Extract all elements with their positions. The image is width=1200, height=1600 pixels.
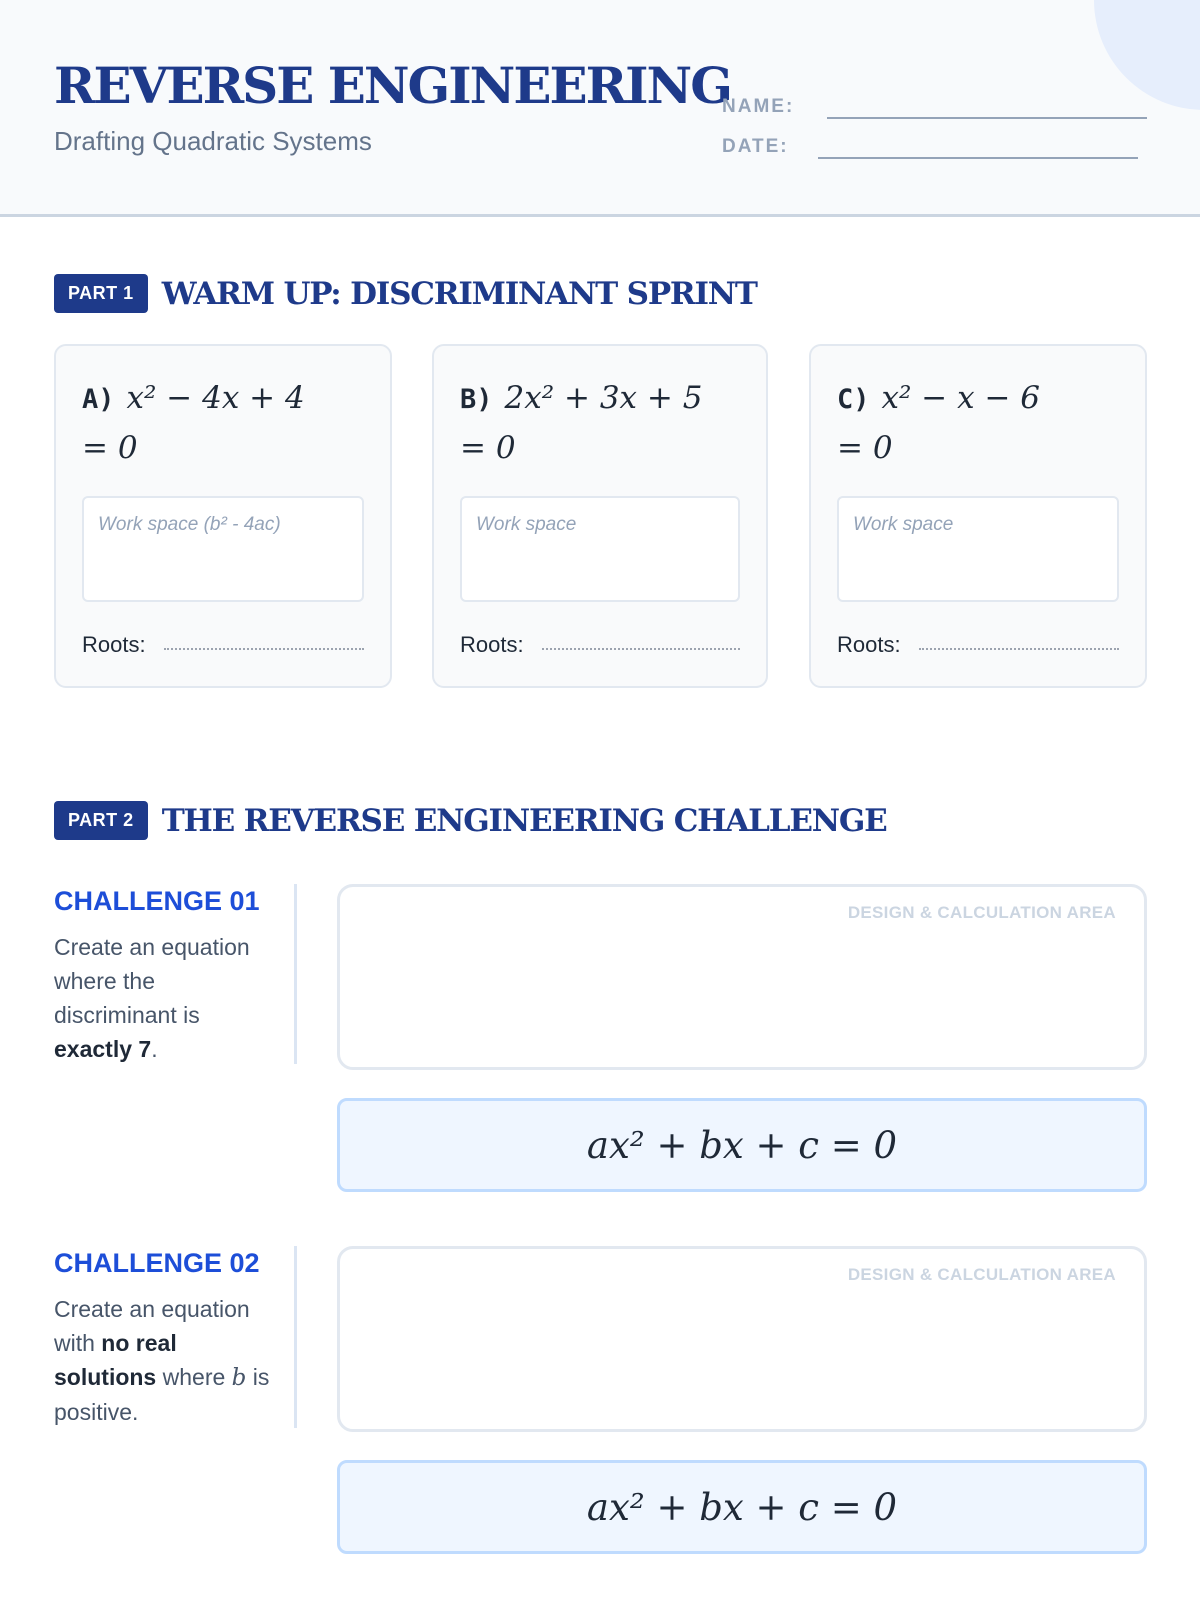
- design-calculation-area[interactable]: [337, 1246, 1147, 1432]
- design-area-label: DESIGN & CALCULATION AREA: [847, 903, 1116, 922]
- name-label: NAME:: [722, 96, 795, 117]
- problem-equation: C) x² − x − 6 = 0: [837, 380, 1040, 466]
- design-area-label: DESIGN & CALCULATION AREA: [847, 1265, 1116, 1284]
- part2-badge: PART 2: [54, 801, 148, 840]
- part1-heading: [54, 274, 757, 313]
- problem-card-b: [432, 344, 768, 688]
- problem-card-c: [809, 344, 1147, 688]
- problem-card-a: [54, 344, 392, 688]
- roots-label: Roots:: [82, 632, 146, 657]
- challenge-divider: [294, 1246, 297, 1428]
- workspace-input[interactable]: Work space: [837, 496, 1119, 602]
- date-field[interactable]: [818, 157, 1138, 159]
- decorative-circle: [1094, 0, 1200, 110]
- part1-title: WARM UP: DISCRIMINANT SPRINT: [161, 275, 757, 312]
- part1-badge: PART 1: [54, 274, 148, 313]
- page-subtitle: Drafting Quadratic Systems: [54, 126, 372, 156]
- worksheet-header: [0, 0, 1200, 217]
- design-calculation-area[interactable]: [337, 884, 1147, 1070]
- workspace-input[interactable]: Work space: [460, 496, 740, 602]
- problem-equation: A) x² − 4x + 4 = 0: [82, 380, 305, 466]
- date-label: DATE:: [722, 136, 789, 157]
- name-field[interactable]: [827, 117, 1147, 119]
- answer-equation-box[interactable]: ax² + bx + c = 0: [337, 1460, 1147, 1554]
- workspace-input[interactable]: Work space (b² - 4ac): [82, 496, 364, 602]
- challenge-02-description: Create an equation with no real solutions where b is positive.: [54, 1296, 270, 1425]
- roots-label: Roots:: [837, 632, 901, 657]
- part2-heading: [54, 801, 887, 840]
- problem-equation: B) 2x² + 3x + 5 = 0: [460, 380, 703, 466]
- page-title: REVERSE ENGINEERING: [54, 56, 731, 115]
- challenge-divider: [294, 884, 297, 1064]
- challenge-02-title: CHALLENGE 02: [54, 1248, 260, 1278]
- challenge-01-title: CHALLENGE 01: [54, 886, 260, 916]
- roots-answer-line[interactable]: [919, 648, 1119, 650]
- roots-answer-line[interactable]: [164, 648, 364, 650]
- challenge-01-description: Create an equation where the discriminant is exactly 7.: [54, 934, 250, 1062]
- part2-title: THE REVERSE ENGINEERING CHALLENGE: [161, 802, 887, 839]
- answer-equation-box[interactable]: ax² + bx + c = 0: [337, 1098, 1147, 1192]
- roots-label: Roots:: [460, 632, 524, 657]
- roots-answer-line[interactable]: [542, 648, 740, 650]
